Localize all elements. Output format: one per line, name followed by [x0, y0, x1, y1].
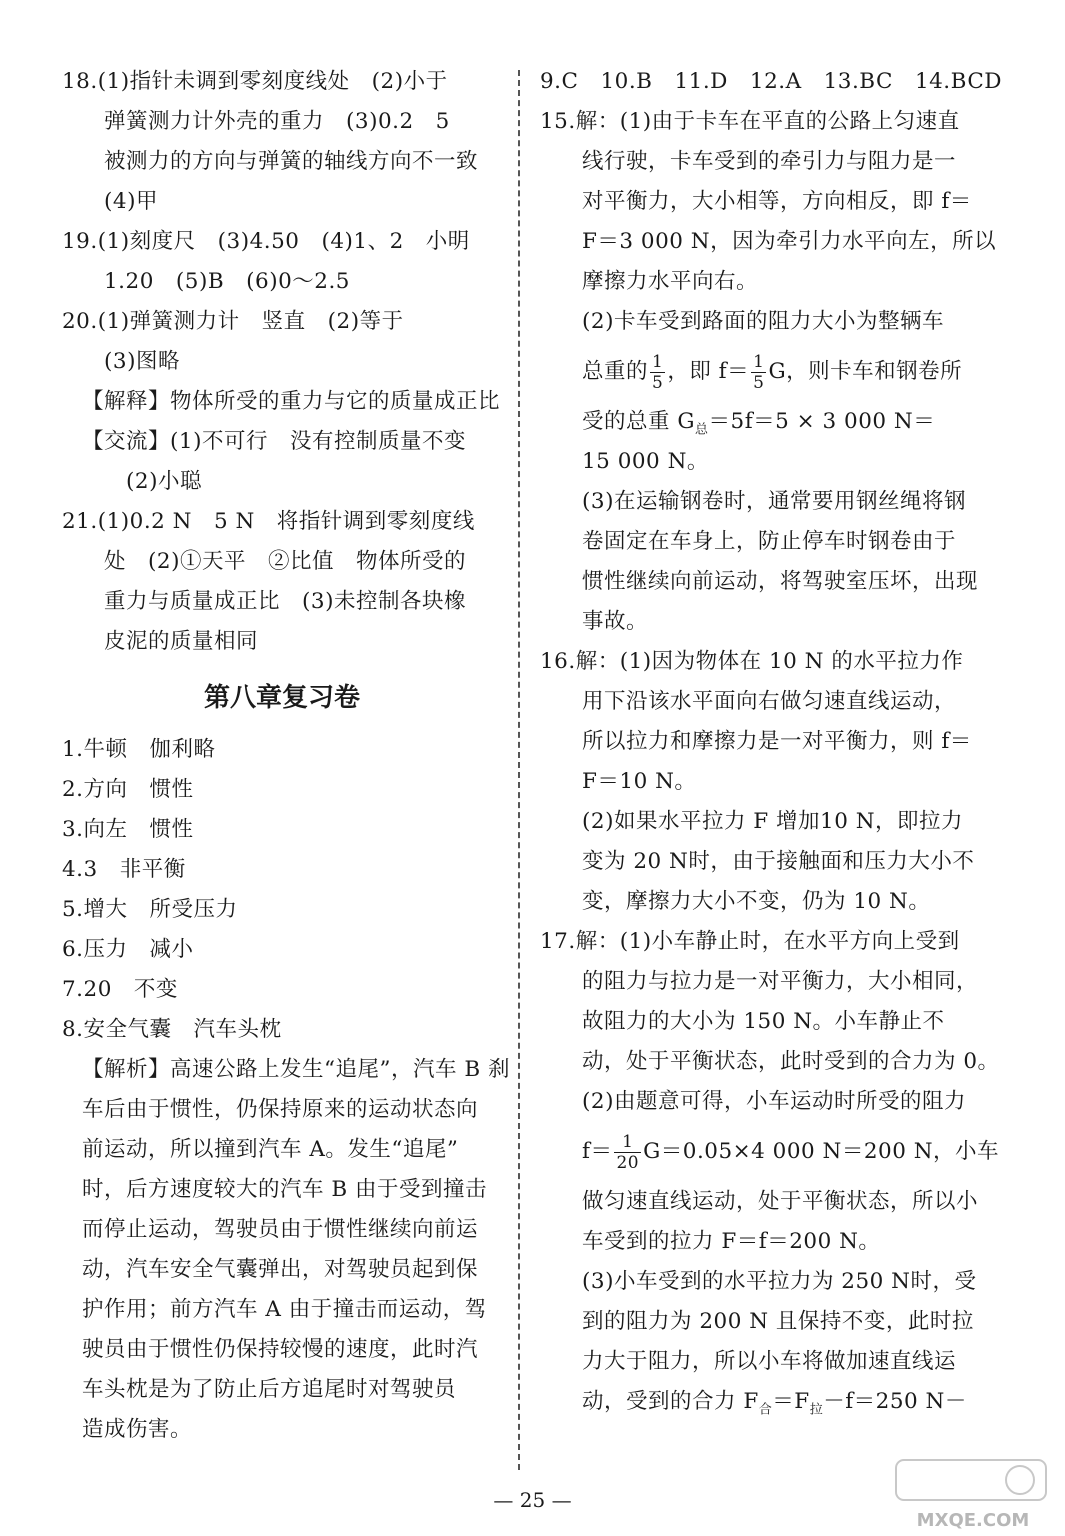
- subscript: 拉: [809, 1402, 824, 1418]
- text-line: 被测力的方向与弹簧的轴线方向不一致: [104, 149, 479, 174]
- text-line: (3)小车受到的水平拉力为 250 N时，受: [582, 1269, 977, 1294]
- text-span: －f＝250 N－: [823, 1389, 967, 1414]
- text-line: 卷固定在车身上，防止停车时钢卷由于: [582, 529, 957, 554]
- text-line: 【解析】高速公路上发生“追尾”，汽车 B 刹: [82, 1057, 510, 1082]
- subscript: 合: [758, 1402, 773, 1418]
- answer-16: [540, 642, 980, 922]
- text-line: 18.(1)指针未调到零刻度线处 (2)小于: [62, 69, 448, 94]
- text-line: [540, 402, 980, 442]
- text-line: 动，汽车安全气囊弹出，对驾驶员起到保: [82, 1257, 479, 1282]
- answer-21: [62, 502, 502, 662]
- text-line: (4)甲: [104, 189, 158, 214]
- fraction-numerator: 1: [753, 351, 765, 372]
- answer-19: [62, 222, 502, 302]
- list-item: 7.20 不变: [62, 977, 178, 1002]
- answer-20: [62, 302, 502, 502]
- fraction-denominator: 5: [753, 372, 765, 393]
- answer-17: [540, 922, 1000, 1422]
- watermark-badge: [1006, 1466, 1034, 1494]
- text-line: 【解释】物体所受的重力与它的质量成正比: [82, 389, 501, 414]
- list-item: 4.3 非平衡: [62, 857, 186, 882]
- text-line: 驶员由于惯性仍保持较慢的速度，此时汽: [82, 1337, 479, 1362]
- text-line: 1.20 (5)B (6)0～2.5: [104, 269, 350, 294]
- list-item: 8.安全气囊 汽车头枕: [62, 1017, 282, 1042]
- text-line: (3)在运输钢卷时，通常要用钢丝绳将钢: [582, 489, 966, 514]
- fraction: [650, 352, 665, 393]
- text-line: 力大于阻力，所以小车将做加速直线运: [582, 1349, 957, 1374]
- subscript: 总: [695, 422, 709, 438]
- chapter-title: 第八章复习卷: [203, 683, 360, 713]
- text-line: (2)卡车受到路面的阻力大小为整辆车: [582, 309, 944, 334]
- text-line: 前运动，所以撞到汽车 A。发生“追尾”: [82, 1137, 459, 1162]
- column-divider: [518, 70, 520, 1470]
- text-span: ＝5f＝5 × 3 000 N＝: [708, 409, 936, 434]
- text-line: 弹簧测力计外壳的重力 (3)0.2 5: [104, 109, 450, 134]
- text-line: 到的阻力为 200 N 且保持不变，此时拉: [582, 1309, 974, 1334]
- watermark-text: MXQE.COM: [916, 1510, 1030, 1531]
- answers-1-8: [62, 730, 502, 1050]
- text-line: (2)如果水平拉力 F 增加10 N，即拉力: [582, 809, 964, 834]
- choice-answers: 9.C 10.B 11.D 12.A 13.BC 14.BCD: [540, 69, 1003, 94]
- text-line: (2)由题意可得，小车运动时所受的阻力: [582, 1089, 966, 1114]
- page-number: — 25 —: [493, 1488, 572, 1512]
- text-line: 的阻力与拉力是一对平衡力，大小相同，: [582, 969, 979, 994]
- list-item: 3.向左 惯性: [62, 817, 194, 842]
- fraction-denominator: 20: [616, 1152, 640, 1173]
- fraction-numerator: 1: [614, 1132, 641, 1153]
- text-line: 做匀速直线运动，处于平衡状态，所以小: [582, 1189, 979, 1214]
- text-line: 摩擦力水平向右。: [582, 269, 759, 294]
- watermark-logo: [888, 1456, 1058, 1532]
- answer-15: [540, 102, 997, 642]
- text-line: 所以拉力和摩擦力是一对平衡力，则 f＝: [582, 729, 972, 754]
- text-line: [540, 1382, 980, 1422]
- text-span: 总重的: [582, 359, 649, 384]
- text-span: ＝F: [772, 1389, 810, 1414]
- text-span: 动，受到的合力 F: [582, 1389, 759, 1414]
- text-span: 受的总重 G: [582, 409, 696, 434]
- right-column: [540, 62, 1003, 1422]
- analysis-paragraph: [62, 1050, 510, 1450]
- text-line: 而停止运动，驾驶员由于惯性继续向前运: [82, 1217, 479, 1242]
- text-line: 惯性继续向前运动，将驾驶室压坏，出现: [582, 569, 979, 594]
- text-line: 【交流】(1)不可行 没有控制质量不变: [82, 429, 466, 454]
- answer-18: [62, 62, 502, 222]
- text-line: 车后由于惯性，仍保持原来的运动状态向: [82, 1097, 479, 1122]
- text-span: G＝0.05×4 000 N＝200 N，小车: [643, 1139, 1000, 1164]
- text-line: 15 000 N。: [582, 449, 709, 474]
- text-line: 线行驶，卡车受到的牵引力与阻力是一: [582, 149, 957, 174]
- text-line: 车受到的拉力 F＝f＝200 N。: [582, 1229, 881, 1254]
- fraction: [614, 1132, 641, 1173]
- text-line: 变为 20 N时，由于接触面和压力大小不: [582, 849, 975, 874]
- text-line: 20.(1)弹簧测力计 竖直 (2)等于: [62, 309, 404, 334]
- text-line: 造成伤害。: [82, 1417, 193, 1442]
- text-line: F＝3 000 N，因为牵引力水平向左，所以: [582, 229, 997, 254]
- text-span: f＝: [582, 1139, 613, 1164]
- text-line: 19.(1)刻度尺 (3)4.50 (4)1、2 小明: [62, 229, 470, 254]
- fraction-line: [540, 1122, 1000, 1182]
- fraction-denominator: 5: [652, 372, 664, 393]
- text-line: F＝10 N。: [582, 769, 697, 794]
- text-line: 皮泥的质量相同: [104, 629, 259, 654]
- text-line: 事故。: [582, 609, 649, 634]
- text-line: 16.解：(1)因为物体在 10 N 的水平拉力作: [540, 649, 964, 674]
- fraction-line: [540, 342, 980, 402]
- text-span: G，则卡车和钢卷所: [768, 359, 963, 384]
- text-line: 变，摩擦力大小不变，仍为 10 N。: [582, 889, 931, 914]
- text-line: (3)图略: [104, 349, 180, 374]
- text-line: 对平衡力，大小相等，方向相反，即 f＝: [582, 189, 972, 214]
- text-line: 护作用；前方汽车 A 由于撞击而运动，驾: [82, 1297, 487, 1322]
- fraction-numerator: 1: [652, 351, 664, 372]
- text-line: 故阻力的大小为 150 N。小车静止不: [582, 1009, 945, 1034]
- list-item: 1.牛顿 伽利略: [62, 737, 216, 762]
- list-item: 6.压力 减小: [62, 937, 194, 962]
- text-line: 用下沿该水平面向右做匀速直线运动，: [582, 689, 957, 714]
- text-line: 21.(1)0.2 N 5 N 将指针调到零刻度线: [62, 509, 475, 534]
- fraction: [751, 352, 766, 393]
- text-line: 17.解：(1)小车静止时，在水平方向上受到: [540, 929, 960, 954]
- text-line: 动，处于平衡状态，此时受到的合力为 0。: [582, 1049, 1000, 1074]
- left-column: [62, 62, 510, 1450]
- list-item: 2.方向 惯性: [62, 777, 194, 802]
- text-line: (2)小聪: [126, 469, 202, 494]
- text-line: 车头枕是为了防止后方追尾时对驾驶员: [82, 1377, 457, 1402]
- text-line: 处 (2)①天平 ②比值 物体所受的: [104, 549, 466, 574]
- text-line: 时，后方速度较大的汽车 B 由于受到撞击: [82, 1177, 487, 1202]
- text-line: 15.解：(1)由于卡车在平直的公路上匀速直: [540, 109, 960, 134]
- text-span: ，即 f＝: [667, 359, 750, 384]
- list-item: 5.增大 所受压力: [62, 897, 238, 922]
- text-line: 重力与质量成正比 (3)未控制各块橡: [104, 589, 466, 614]
